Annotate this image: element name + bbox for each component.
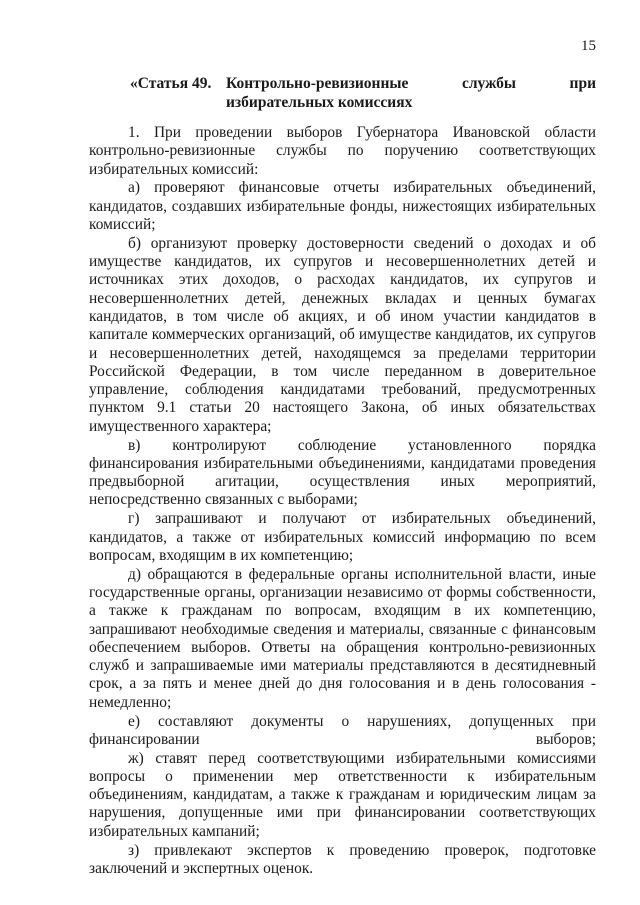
article-heading xyxy=(130,74,596,112)
article-title-word-3: при xyxy=(569,75,596,92)
article-title-word-2: службы xyxy=(461,75,516,92)
article-number: «Статья 49. xyxy=(130,75,212,92)
page-number: 15 xyxy=(581,38,596,54)
subparagraph-g: г) запрашивают и получают от избирательных объединений, кандидатов, а также от избирательных комиссий информацию по всем вопросам, входящим в их компетенцию; xyxy=(89,510,596,564)
article-title-word-1: Контрольно-ревизионные xyxy=(226,75,409,92)
paragraph-1: 1. При проведении выборов Губернатора Ивановской области контрольно-ревизионные службы по поручению соответствующих избирательных комиссий: xyxy=(89,124,596,178)
subparagraph-zh: ж) ставят перед соответствующими избирательными комиссиями вопросы о применении мер ответственности к избирательным объединениям, кандидатам, а также к гражданам и юридическим лицам за нарушения, допущенные ими при финансировании соответствующих избирательных кампаний; xyxy=(89,749,596,840)
article-title-line-2: избирательных комиссиях xyxy=(226,94,413,111)
subparagraph-e: е) составляют документы о нарушениях, допущенных при финансировании выборов; xyxy=(89,712,596,748)
article-body xyxy=(89,124,596,879)
subparagraph-v: в) контролируют соблюдение установленного порядка финансирования избирательными объединениями, кандидатами проведения предвыборной агитации, осуществления иных мероприятий, непосредственно связанных с выборами; xyxy=(89,436,596,509)
subparagraph-z: з) привлекают экспертов к проведению проверок, подготовке заключений и экспертных оценок. xyxy=(89,841,596,877)
subparagraph-d: д) обращаются в федеральные органы исполнительной власти, иные государственные органы, организации независимо от формы собственности, а также к гражданам по вопросам, входящим в их компетенцию, запрашивают необходимые сведения и материалы, связанные с финансовым обеспечением выборов. Ответы на обращения контрольно-ревизионных служб и запрашиваемые ими материалы представляются в десятидневный срок, а за пять и менее дней до дня голосования и в день голосования - немедленно; xyxy=(89,565,596,711)
subparagraph-b: б) организуют проверку достоверности сведений о доходах и об имуществе кандидатов, их супругов и несовершеннолетних детей и источниках этих доходов, о расходах кандидатов, их супругов и несовершеннолетних детей, денежных вкладах и ценных бумагах кандидатов, в том числе об акциях, и об ином участии кандидатов в капитале коммерческих организаций, об имуществе кандидатов, их супругов и несовершеннолетних детей, находящемся за пределами территории Российской Федерации, в том числе переданном в доверительное управление, соблюдения кандидатами требований, предусмотренных пунктом 9.1 статьи 20 настоящего Закона, об иных обязательствах имущественного характера; xyxy=(89,234,596,435)
subparagraph-a: а) проверяют финансовые отчеты избирательных объединений, кандидатов, создавших избирательные фонды, нижестоящих избирательных комиссий; xyxy=(89,179,596,233)
